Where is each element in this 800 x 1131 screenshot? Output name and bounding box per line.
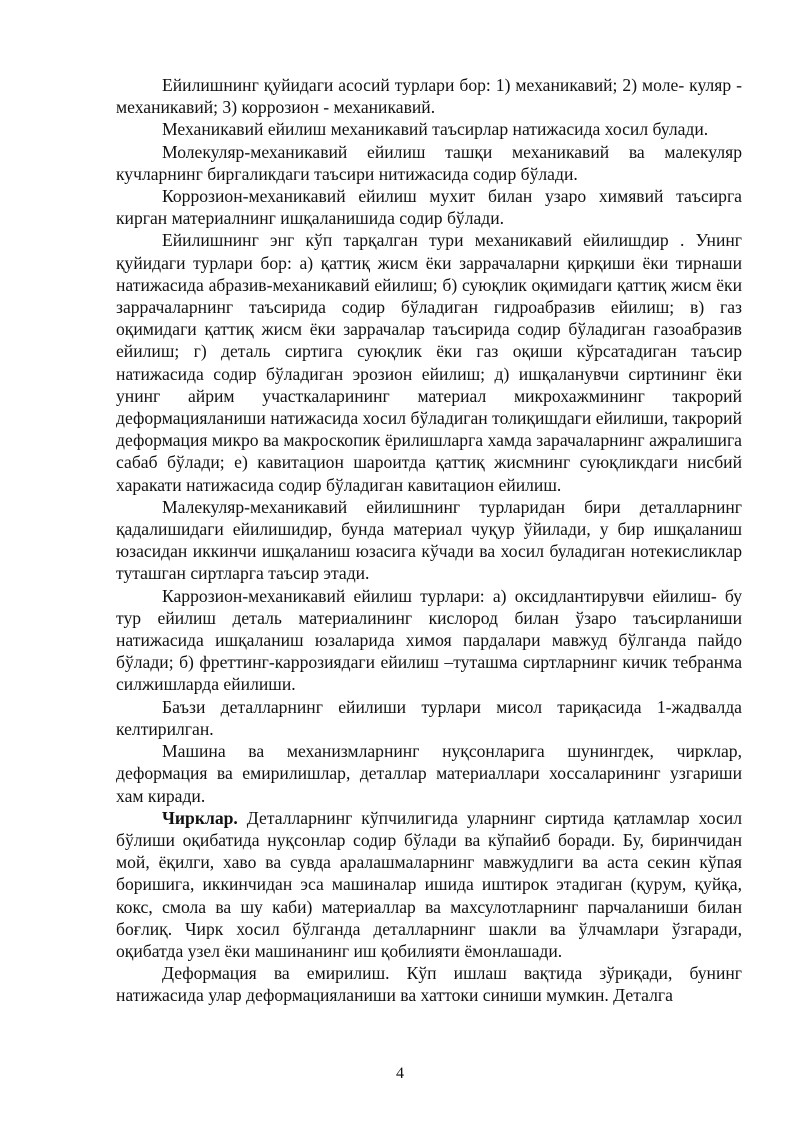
paragraph-machine-defects: Машина ва механизмларнинг нуқсонларига шунингдек, чирклар, деформация ва емирилишлар, деталлар материаллари хоссаларининг узгариши хам киради. [116,741,742,806]
paragraph-mechanical-wear-subtypes: Ейилишнинг энг кўп тарқалган тури механикавий ейилишдир . Унинг қуйидаги турлари бор: а) қаттиқ жисм ёки заррачаларни қирқиши ёки тирнаши натижасида абразив-механикавий ейилиш; б) суюқлик оқимидаги қаттиқ жисм ёки заррачаларнинг таъсирида содир бўладиган гидроабразив ейилиш; в) газ оқимидаги қаттиқ жисм ёки заррачалар таъсирида содир бўладиган газоабразив ейилиш; г) деталь сиртига суюқлик ёки газ оқиши кўрсатадиган таъсир натижасида содир бўладиган эрозион ейилиш; д) ишқаланувчи сиртининг ёки унинг айрим участкаларининг материал микрохажмининг такрорий деформацияланиши натижасида хосил бўладиган толиқишдаги ейилиши, такрорий деформация микро ва макроскопик ёрилишларга хамда зарачаларнинг ажралишига сабаб бўлади; е) кавитацион шароитда қаттиқ жисмнинг суюқликдаги нисбий харакати натижасида содир бўладиган кавитацион ейилиш. [116,230,742,495]
paragraph-wear-types: Ейилишнинг қуйидаги асосий турлари бор: 1) механикавий; 2) моле- куляр - механикавий; 3) коррозион - механикавий. [116,75,742,118]
page-number: 4 [396,1065,404,1082]
document-page [116,74,742,1007]
paragraph-table-reference: Баъзи деталларнинг ейилиши турлари мисол тариқасида 1-жадвалда келтирилган. [116,696,742,739]
paragraph-deposits-body: Деталларнинг кўпчилигида уларнинг сиртида қатламлар хосил бўлиши оқибатида нуқсонлар содир бўлади ва кўпайиб боради. Бу, биринчидан мой, ёқилги, хаво ва сувда аралашмаларнинг мавжудлиги ва аста секин кўпая боришига, иккинчидан эса машиналар ишида иштирок этадиган (қурум, қуйқа, кокс, смола ва шу каби) материаллар ва махсулотларнинг парчаланиши билан боғлиқ. Чирк хосил бўлганда деталларнинг шакли ва ўлчамлари ўзгаради, оқибатда узел ёки машинанинг иш қобилияти ёмонлашади. [116,807,742,961]
paragraph-deposits [116,807,742,962]
paragraph-seizure-wear: Малекуляр-механикавий ейилишнинг турларидан бири деталларнинг қадалишидаги ейилишидир, бунда материал чуқур ўйилади, у бир ишқаланиш юзасидан иккинчи ишқаланиш юзасига кўчади ва хосил буладиган нотекисликлар туташган сиртларга таъсир этади. [116,496,742,584]
paragraph-molecular-mechanical-wear: Молекуляр-механикавий ейилиш ташқи механикавий ва малекуляр кучларнинг биргаликдаги таъсири нитижасида содир бўлади. [116,141,742,184]
paragraph-mechanical-wear: Механикавий ейилиш механикавий таъсирлар натижасида хосил булади. [162,119,709,140]
paragraph-deposits-lead: Чирклар. [162,807,238,828]
paragraph-corrosion-wear-types: Каррозион-механикавий ейилиш турлари: а) оксидлантирувчи ейилиш- бу тур ейилиш деталь материалининг кислород билан ўзаро таъсирланиши натижасида ишқаланиш юзаларида химоя пардалари мавжуд бўлганда пайдо бўлади; б) фреттинг-каррозиядаги ейилиш –туташма сиртларнинг кичик тебранма силжишларда ейилиши. [116,585,742,695]
paragraph-corrosion-mechanical-wear: Коррозион-механикавий ейилиш мухит билан узаро химявий таъсирга кирган материалнинг ишқаланишида содир бўлади. [116,186,742,229]
paragraph-deformation: Деформация ва емирилиш. Кўп ишлаш вақтида зўриқади, бунинг натижасида улар деформацияланиши ва хаттоки синиши мумкин. Деталга [116,963,742,1006]
